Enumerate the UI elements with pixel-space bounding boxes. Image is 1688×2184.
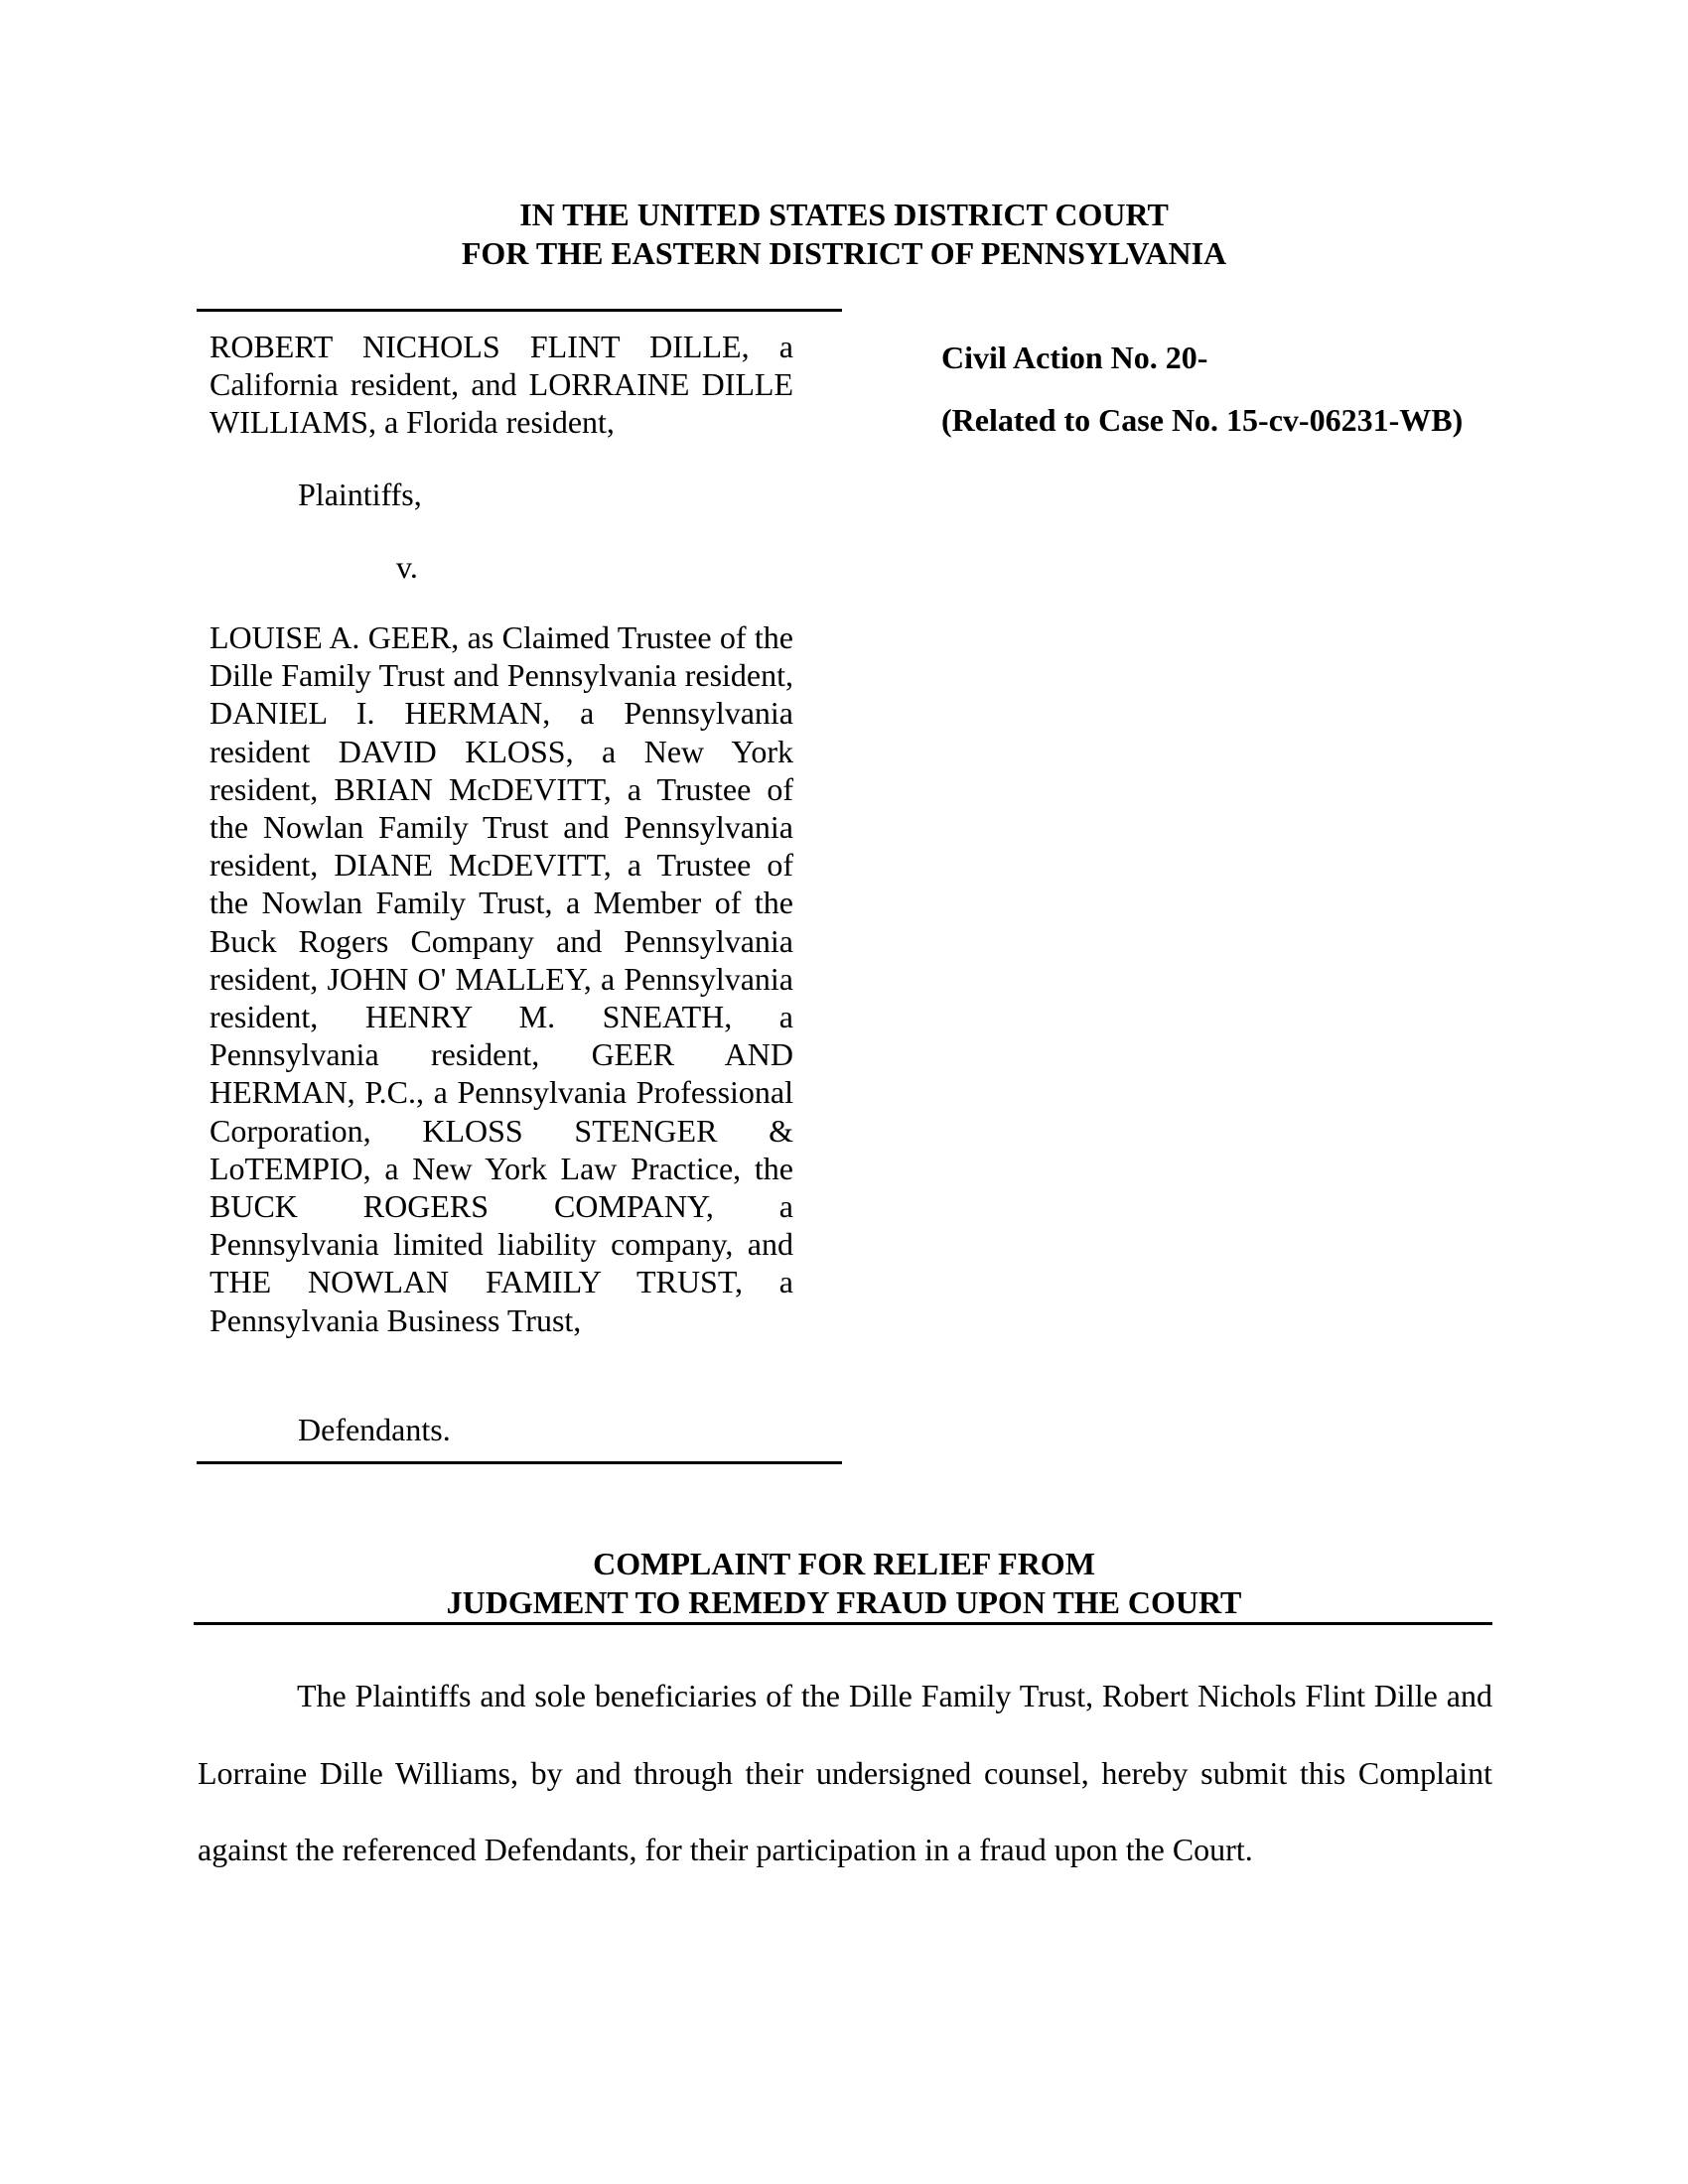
- complaint-title-line1: COMPLAINT FOR RELIEF FROM: [593, 1546, 1095, 1581]
- plaintiffs-names: ROBERT NICHOLS FLINT DILLE, a California resident, and LORRAINE DILLE WILLIAMS, a Florida resident,: [210, 329, 793, 441]
- title-underline: [194, 1622, 1492, 1625]
- case-numbers: [941, 339, 1463, 439]
- court-district-line: FOR THE EASTERN DISTRICT OF PENNSYLVANIA: [461, 235, 1227, 271]
- body-paragraph: The Plaintiffs and sole beneficiaries of the Dille Family Trust, Robert Nichols Flint Dille and Lorraine Dille Williams, by and through their undersigned counsel, hereby submit this Complaint against the referenced Defendants, for their participation in a fraud upon the Court.: [198, 1678, 1492, 1867]
- plaintiffs-label: Plaintiffs,: [298, 477, 422, 512]
- court-name-line: IN THE UNITED STATES DISTRICT COURT: [519, 197, 1169, 232]
- caption-bottom-rule: [197, 1461, 842, 1464]
- complaint-title-line2: JUDGMENT TO REMEDY FRAUD UPON THE COURT: [446, 1584, 1242, 1620]
- defendants-label: Defendants.: [298, 1412, 451, 1447]
- civil-action-number: Civil Action No. 20-: [941, 340, 1208, 375]
- defendants-names: LOUISE A. GEER, as Claimed Trustee of the Dille Family Trust and Pennsylvania resident, DANIEL I. HERMAN, a Pennsylvania resident DAVID KLOSS, a New York resident, BRIAN McDEVITT, a Trustee of the Nowlan Family Trust and Pennsylvania resident, DIANE McDEVITT, a Trustee of the Nowlan Family Trust, a Member of the Buck Rogers Company and Pennsylvania resident, JOHN O' MALLEY, a Pennsylvania resident, HENRY M. SNEATH, a Pennsylvania resident, GEER AND HERMAN, P.C., a Pennsylvania Professional Corporation, KLOSS STENGER & LoTEMPIO, a New York Law Practice, the BUCK ROGERS COMPANY, a Pennsylvania limited liability company, and THE NOWLAN FAMILY TRUST, a Pennsylvania Business Trust,: [210, 619, 793, 1338]
- complaint-title: [0, 1545, 1688, 1622]
- court-heading: [0, 196, 1688, 273]
- related-case-number: (Related to Case No. 15-cv-06231-WB): [941, 402, 1464, 438]
- caption-top-rule: [197, 309, 842, 312]
- versus-label: v.: [396, 549, 418, 585]
